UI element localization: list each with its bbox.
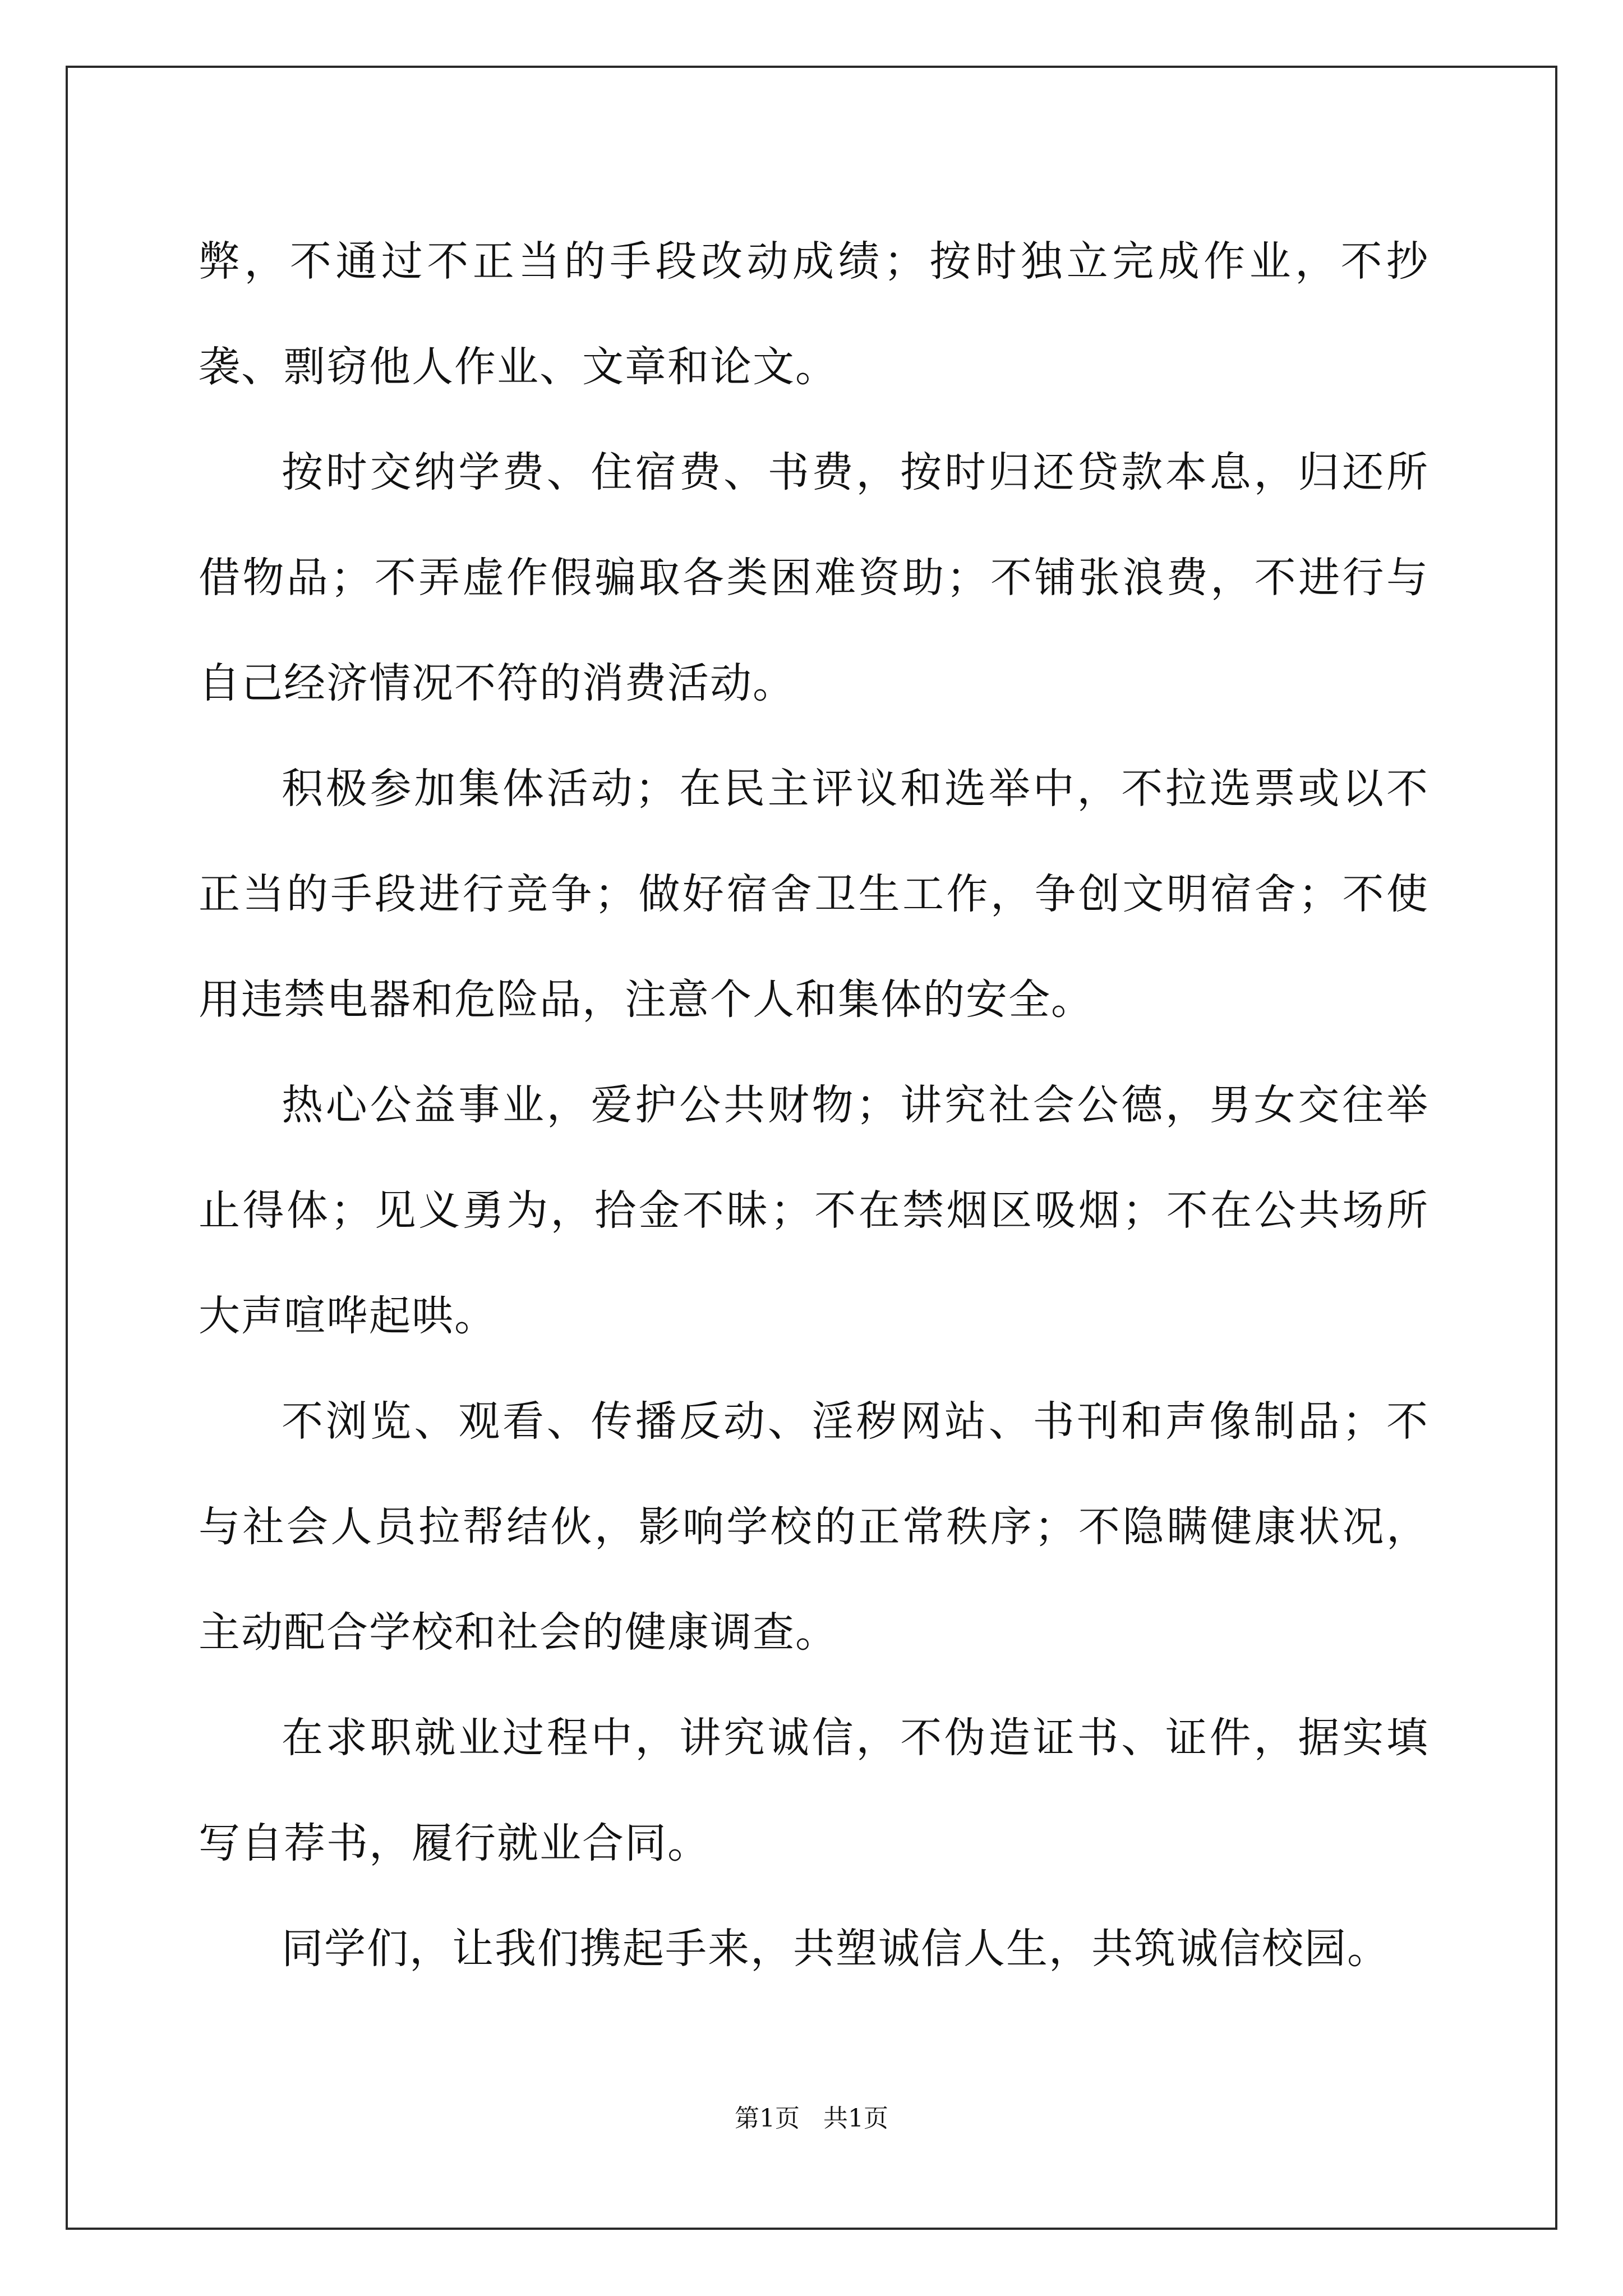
- paragraph-collective-activities: 积极参加集体活动；在民主评议和选举中，不拉选票或以不正当的手段进行竞争；做好宿舍卫生工作，争创文明宿舍；不使用违禁电器和危险品，注意个人和集体的安全。: [199, 765, 1429, 1024]
- paragraph-fees: 按时交纳学费、住宿费、书费，按时归还贷款本息，归还所借物品；不弄虚作假骗取各类困难资助；不铺张浪费，不进行与自己经济情况不符的消费活动。: [199, 448, 1429, 707]
- paragraph-public-welfare: 热心公益事业，爱护公共财物；讲究社会公德，男女交往举止得体；见义勇为，拾金不昧；不在禁烟区吸烟；不在公共场所大声喧哗起哄。: [199, 1081, 1429, 1340]
- paragraph-internet-conduct: 不浏览、观看、传播反动、淫秽网站、书刊和声像制品；不与社会人员拉帮结伙，影响学校的正常秩序；不隐瞒健康状况，主动配合学校和社会的健康调查。: [199, 1397, 1429, 1657]
- paragraph-employment: 在求职就业过程中，讲究诚信，不伪造证书、证件，据实填写自荐书，履行就业合同。: [199, 1714, 1429, 1867]
- paragraph-continuation: 弊，不通过不正当的手段改动成绩；按时独立完成作业，不抄袭、剽窃他人作业、文章和论文。: [199, 237, 1429, 391]
- paragraph-closing: 同学们，让我们携起手来，共塑诚信人生，共筑诚信校园。: [282, 1925, 1390, 1973]
- document-body: [199, 209, 1429, 2001]
- page-number-footer: 第1页 共1页: [735, 2104, 888, 2133]
